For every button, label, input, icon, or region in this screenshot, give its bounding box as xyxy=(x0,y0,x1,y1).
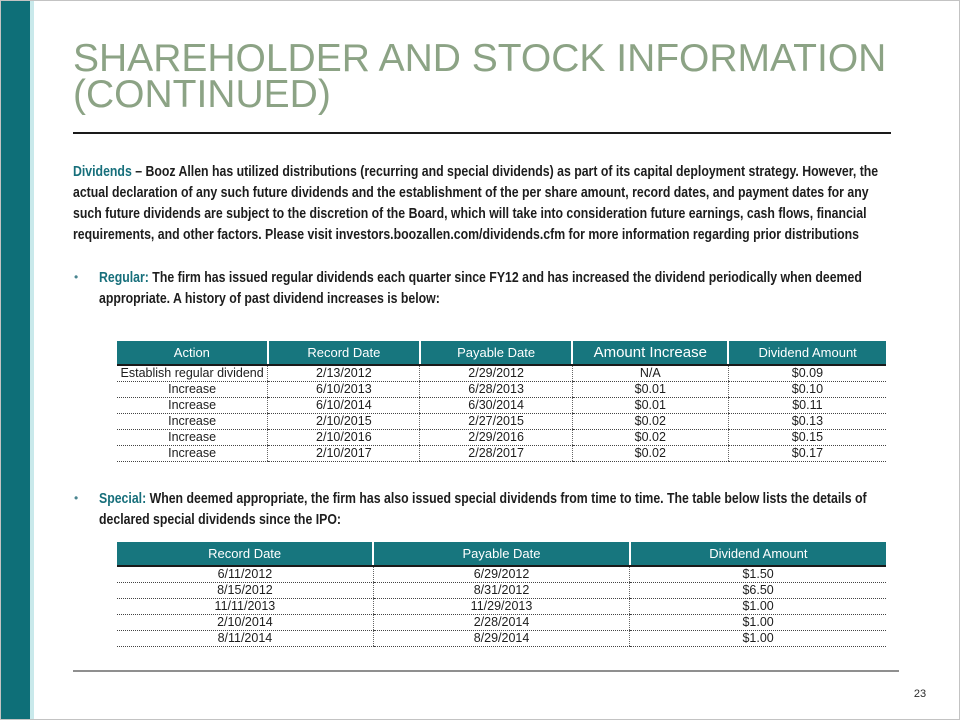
table-cell: 6/28/2013 xyxy=(420,382,572,398)
column-header: Record Date xyxy=(117,542,373,566)
bullet-icon: • xyxy=(74,491,79,505)
table-row xyxy=(117,414,886,430)
table-cell: 2/29/2012 xyxy=(420,365,572,382)
intro-body: – Booz Allen has utilized distributions (recurring and special dividends) as part of its capital deployment strategy. However, the actual declaration of any such future dividends and the establishment of the per share amount, record dates, and payment dates for any such future dividends are subject to the discretion of the Board, which will take into consideration future earnings, cash flows, financial requirements, and other factors. Please visit investors.boozallen.com/dividends.cfm for more information regarding prior distributions xyxy=(73,163,879,243)
table-row xyxy=(117,599,886,615)
bullet-special-lead: Special: xyxy=(99,490,147,507)
table-row xyxy=(117,566,886,583)
column-header: Action xyxy=(117,341,268,365)
table-cell: 8/29/2014 xyxy=(373,631,629,647)
bullet-regular xyxy=(71,267,960,309)
bullet-icon: • xyxy=(74,270,79,284)
footer-divider xyxy=(73,670,899,672)
bullet-special-body: When deemed appropriate, the firm has also issued special dividends from time to time. The table below lists the details of declared special dividends since the IPO: xyxy=(99,490,867,528)
table-cell: $0.01 xyxy=(572,398,728,414)
table-cell: 2/10/2017 xyxy=(268,446,420,462)
bullet-regular-lead: Regular: xyxy=(99,269,149,286)
table-header-row xyxy=(117,542,886,566)
table-cell: 2/28/2017 xyxy=(420,446,572,462)
table-cell: $0.17 xyxy=(728,446,886,462)
table-cell: 6/30/2014 xyxy=(420,398,572,414)
table-cell: Increase xyxy=(117,398,268,414)
bullet-special-text xyxy=(99,488,901,530)
table-cell: $6.50 xyxy=(630,583,886,599)
table-row xyxy=(117,382,886,398)
table-cell: $0.15 xyxy=(728,430,886,446)
column-header: Record Date xyxy=(268,341,420,365)
page-title-line1: SHAREHOLDER AND STOCK INFORMATION xyxy=(73,37,887,80)
table-header-row xyxy=(117,341,886,365)
table-cell: $0.02 xyxy=(572,446,728,462)
table-row xyxy=(117,446,886,462)
left-accent-stripe xyxy=(1,1,30,720)
table-row xyxy=(117,631,886,647)
title-divider xyxy=(73,132,891,134)
table-cell: Increase xyxy=(117,446,268,462)
table-row xyxy=(117,430,886,446)
table-cell: Increase xyxy=(117,414,268,430)
table-cell: 8/11/2014 xyxy=(117,631,373,647)
table-cell: 2/10/2015 xyxy=(268,414,420,430)
table-cell: 2/27/2015 xyxy=(420,414,572,430)
table-row xyxy=(117,365,886,382)
table-cell: 11/11/2013 xyxy=(117,599,373,615)
table-cell: Establish regular dividend xyxy=(117,365,268,382)
page-number: 23 xyxy=(913,688,927,700)
table-cell: 8/31/2012 xyxy=(373,583,629,599)
page-title-line2: (CONTINUED) xyxy=(73,73,331,116)
page-title xyxy=(73,37,887,116)
table-cell: $0.02 xyxy=(572,430,728,446)
table-cell: $0.10 xyxy=(728,382,886,398)
table-cell: N/A xyxy=(572,365,728,382)
column-header: Payable Date xyxy=(373,542,629,566)
table-cell: 6/10/2014 xyxy=(268,398,420,414)
table-row xyxy=(117,398,886,414)
table-cell: $0.01 xyxy=(572,382,728,398)
regular-dividends-table xyxy=(117,341,886,462)
table-cell: $0.09 xyxy=(728,365,886,382)
column-header: Amount Increase xyxy=(572,341,728,365)
intro-paragraph xyxy=(73,161,890,245)
bullet-special xyxy=(71,488,960,530)
table-cell: 8/15/2012 xyxy=(117,583,373,599)
table-cell: $0.11 xyxy=(728,398,886,414)
table-cell: $0.02 xyxy=(572,414,728,430)
table-cell: $1.00 xyxy=(630,615,886,631)
table-cell: Increase xyxy=(117,430,268,446)
special-dividends-table xyxy=(117,542,886,647)
table-cell: $1.00 xyxy=(630,599,886,615)
column-header: Dividend Amount xyxy=(728,341,886,365)
table-cell: 2/28/2014 xyxy=(373,615,629,631)
table-cell: 6/29/2012 xyxy=(373,566,629,583)
table-cell: 6/11/2012 xyxy=(117,566,373,583)
bullet-regular-body: The firm has issued regular dividends each quarter since FY12 and has increased the dividend periodically when deemed appropriate. A history of past dividend increases is below: xyxy=(99,269,862,307)
table-row xyxy=(117,615,886,631)
table-cell: $0.13 xyxy=(728,414,886,430)
table-cell: Increase xyxy=(117,382,268,398)
intro-lead: Dividends xyxy=(73,163,132,180)
table-cell: 2/10/2014 xyxy=(117,615,373,631)
table-cell: 11/29/2013 xyxy=(373,599,629,615)
bullet-regular-text xyxy=(99,267,901,309)
table-cell: 6/10/2013 xyxy=(268,382,420,398)
table-cell: $1.50 xyxy=(630,566,886,583)
left-accent-stripe-highlight xyxy=(30,1,34,720)
table-cell: 2/29/2016 xyxy=(420,430,572,446)
table-cell: $1.00 xyxy=(630,631,886,647)
column-header: Dividend Amount xyxy=(630,542,886,566)
table-row xyxy=(117,583,886,599)
table-cell: 2/13/2012 xyxy=(268,365,420,382)
table-cell: 2/10/2016 xyxy=(268,430,420,446)
column-header: Payable Date xyxy=(420,341,572,365)
